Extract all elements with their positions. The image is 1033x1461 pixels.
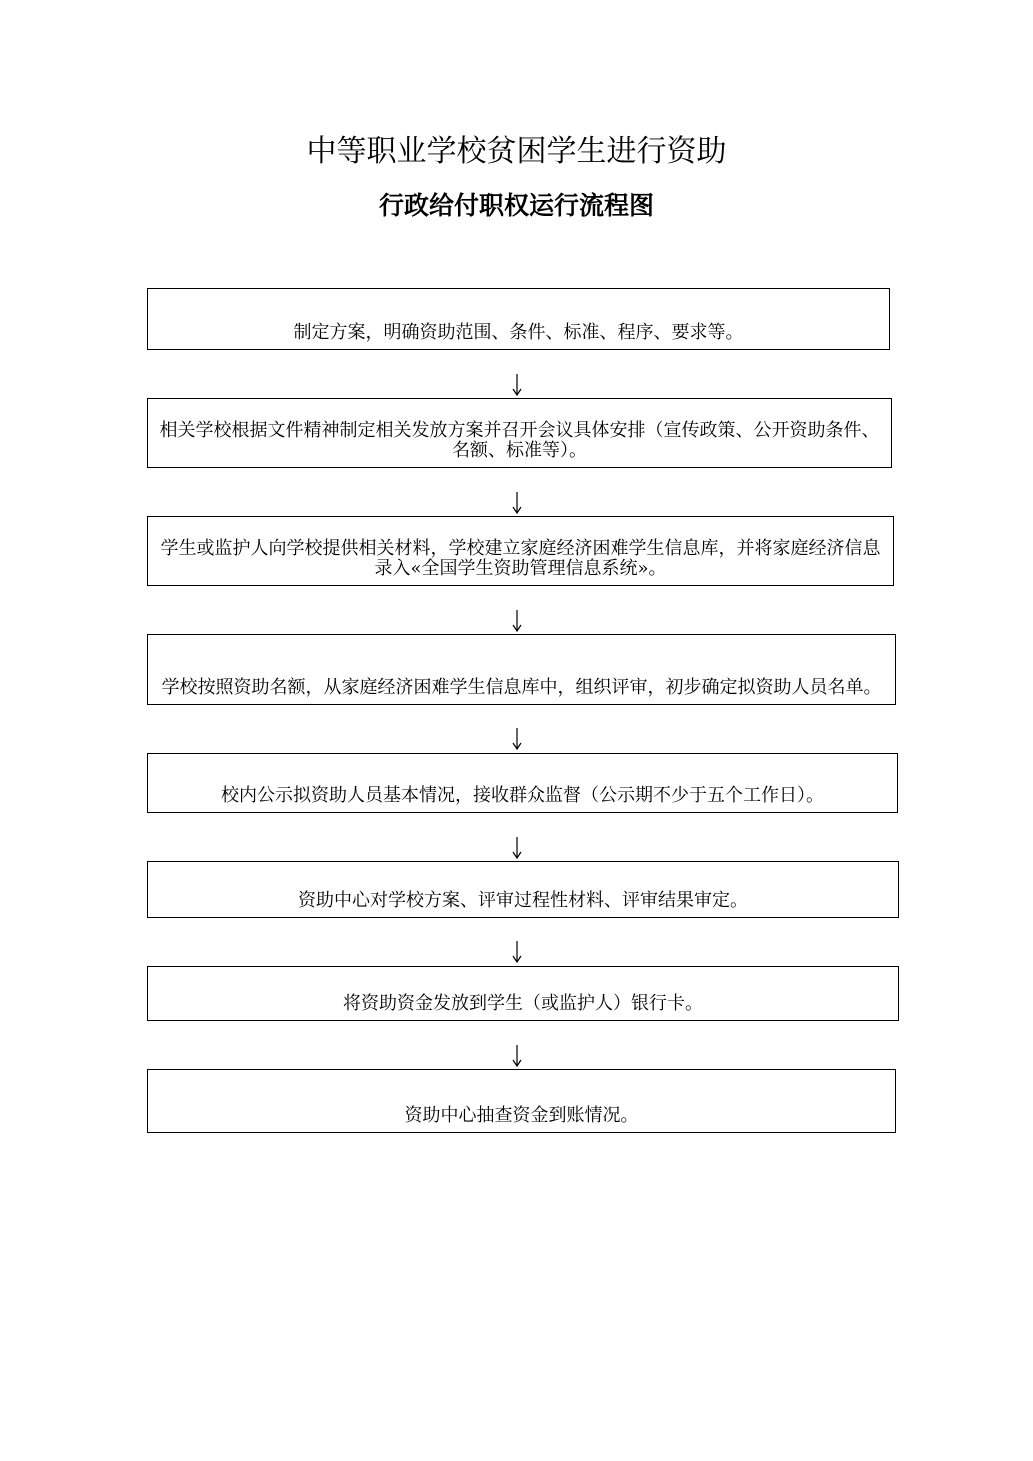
flow-arrow-2 — [511, 492, 523, 514]
flow-arrow-1 — [511, 374, 523, 396]
flow-step-7 — [147, 966, 899, 1021]
flow-arrow-7 — [511, 1045, 523, 1067]
flow-arrow-4 — [511, 728, 523, 750]
flow-step-5-text: 校内公示拟资助人员基本情况，接收群众监督（公示期不少于五个工作日）。 — [221, 785, 824, 806]
flow-step-3-text: 学生或监护人向学校提供相关材料，学校建立家庭经济困难学生信息库，并将家庭经济信息录入«全国学生资助管理信息系统»。 — [160, 538, 881, 579]
flow-step-8-text: 资助中心抽查资金到账情况。 — [404, 1105, 639, 1126]
flow-step-5 — [147, 753, 898, 813]
page-subtitle: 行政给付职权运行流程图 — [378, 191, 654, 220]
flow-step-2 — [147, 398, 892, 468]
flow-step-3 — [147, 516, 894, 586]
page-title: 中等职业学校贫困学生进行资助 — [306, 134, 727, 169]
flow-step-6-text: 资助中心对学校方案、评审过程性材料、评审结果审定。 — [298, 890, 748, 911]
flow-arrow-6 — [511, 941, 523, 963]
flow-step-8 — [147, 1069, 896, 1133]
flow-arrow-5 — [511, 837, 523, 859]
flow-step-1 — [147, 288, 890, 350]
flow-step-2-text: 相关学校根据文件精神制定相关发放方案并召开会议具体安排（宣传政策、公开资助条件、名额、标准等）。 — [159, 420, 880, 461]
flow-step-7-text: 将资助资金发放到学生（或监护人）银行卡。 — [343, 993, 703, 1014]
flow-step-6 — [147, 861, 899, 918]
flow-arrow-3 — [511, 610, 523, 632]
flow-step-1-text: 制定方案，明确资助范围、条件、标准、程序、要求等。 — [293, 322, 744, 343]
flow-step-4-text: 学校按照资助名额，从家庭经济困难学生信息库中，组织评审，初步确定拟资助人员名单。 — [161, 677, 882, 698]
flow-step-4 — [147, 634, 896, 705]
